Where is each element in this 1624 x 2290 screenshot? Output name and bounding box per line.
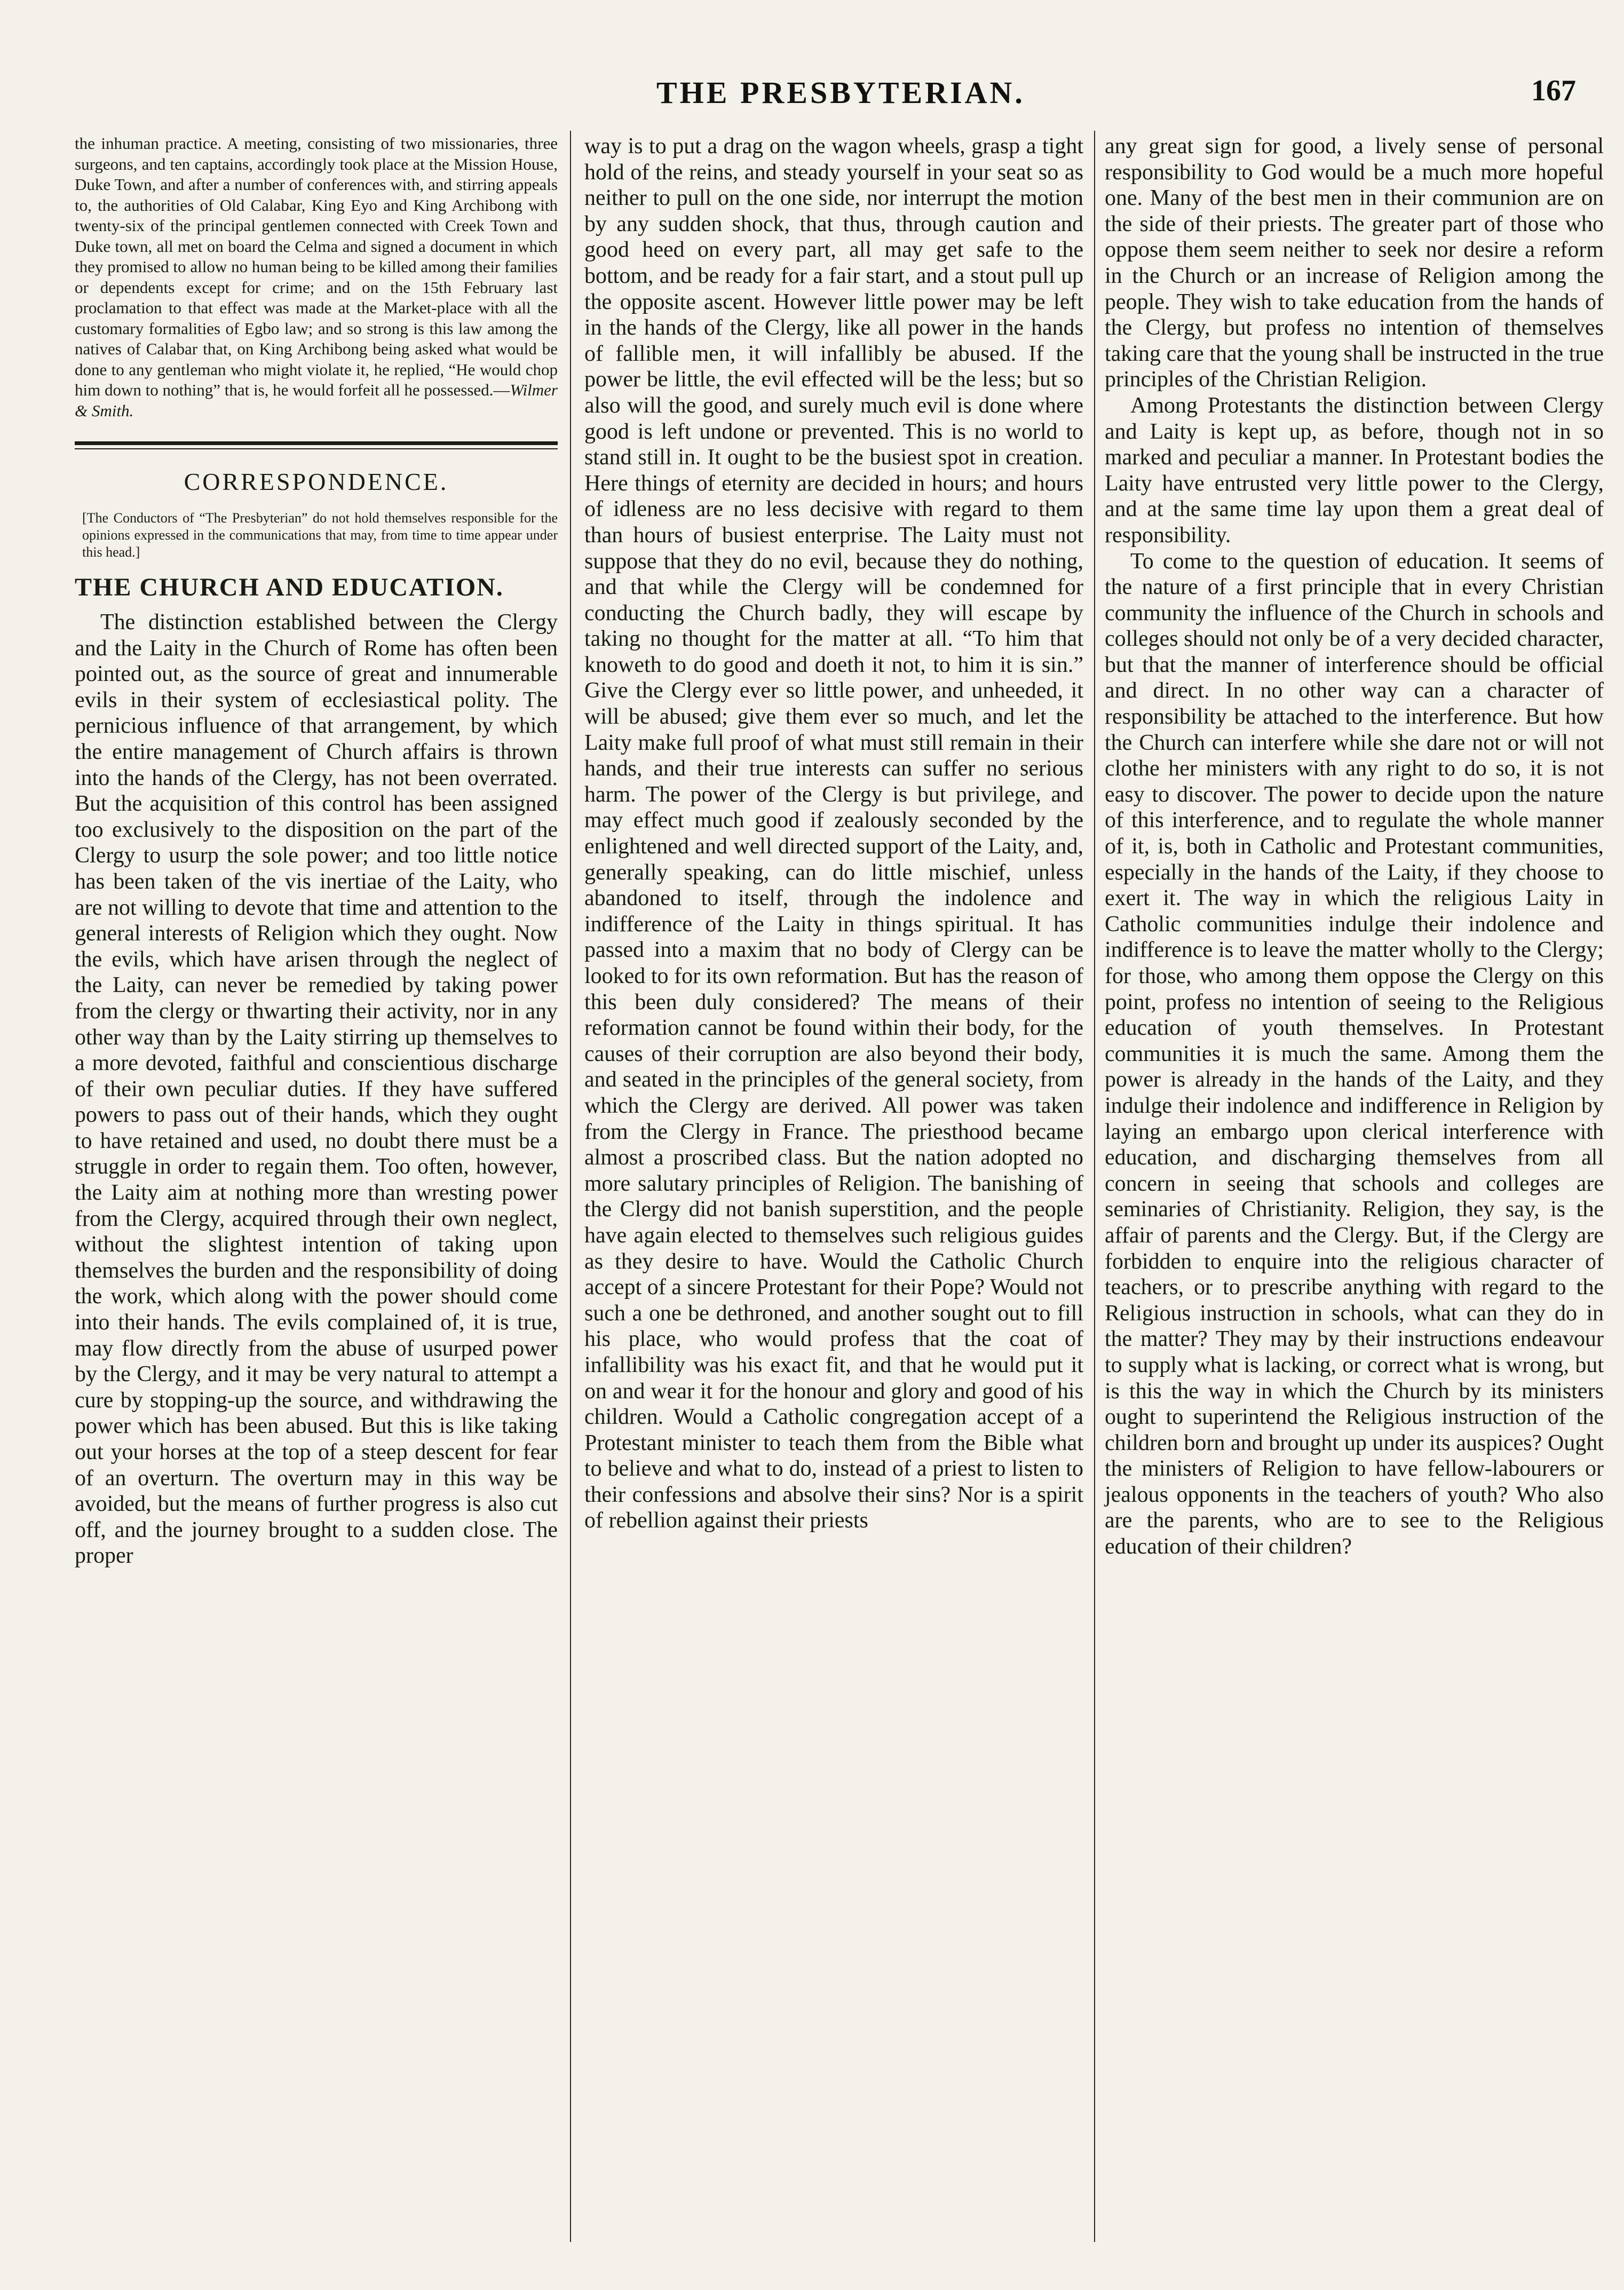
article-paragraph: any great sign for good, a lively sense of personal responsibility to God would be a much more hopeful one. Many of the best men in their communion are on the side of their priests. The greater part of those who oppose them seem neither to seek nor desire a reform in the Church or an increase of Religion among the people. They wish to take education from the hands of the Clergy, but profess no intention of themselves taking care that the young shall be instructed in the true principles of the Christian Religion.: [1105, 134, 1604, 392]
section-divider: [75, 441, 558, 449]
editorial-notice: [The Conductors of “The Presbyterian” do not hold themselves responsible for the opinions expressed in the communications that may, from time to time appear under this head.]: [82, 510, 558, 560]
article-paragraph: To come to the question of education. It seems of the nature of a first principle that in every Christian community the influence of the Church in schools and colleges should not only be of a very decided character, but that the manner of interference should be official and direct. In no other way can a character of responsibility be attached to the interference. But how the Church can interfere while she dare not or will not clothe her ministers with any right to do so, it is not easy to discover. The power to decide upon the nature of this interference, and to regulate the whole manner of it, is, both in Catholic and Protestant communities, especially in the hands of the Laity, if they choose to exert it. The way in which the religious Laity in Catholic communities indulge their indolence and indifference is to leave the matter wholly to the Clergy; for those, who among them oppose the Clergy on this point, profess no intention of seeing to the Religious education of youth themselves. In Protestant communities it is much the same. Among them the power is already in the hands of the Laity, and they indulge their indolence and indifference in Religion by laying an embargo upon clerical interference with education, and discharging themselves from all concern in seeing that schools and colleges are seminaries of Christianity. Religion, they say, is the affair of parents and the Clergy. But, if the Clergy are forbidden to enquire into the religious character of teachers, or to prescribe anything with regard to the Religious instruction in schools, what can they do in the matter? They may by their instructions endeavour to supply what is lacking, or correct what is wrong, but is this the way in which the Church by its ministers ought to superintend the Religious instruction of the children born and brought up under its auspices? Ought the ministers of Religion to have fellow-labourers or jealous opponents in the teachers of youth? Who also are the parents, who are to see to the Religious education of their children?: [1105, 549, 1604, 1559]
section-title: CORRESPONDENCE.: [184, 468, 449, 495]
excerpt-paragraph: [75, 133, 558, 421]
column-3: [1105, 133, 1604, 2258]
article-paragraph: Among Protestants the distinction between Clergy and Laity is kept up, as before, though not in so marked and peculiar a manner. In Protestant bodies the Laity have entrusted very little power to the Clergy, and at the same time lay upon them a great deal of responsibility.: [1105, 393, 1604, 548]
column-rule-right: [1094, 131, 1095, 2242]
article-continuation: way is to put a drag on the wagon wheels, grasp a tight hold of the reins, and steady yourself in your seat so as neither to pull on the one side, nor interrupt the motion by any sudden shock, that thus, through caution and good heed on every part, all may get safe to the bottom, and be ready for a fair start, and a stout pull up the opposite ascent. However little power may be left in the hands of the Clergy, like all power in the hands of fallible men, it will infallibly be abused. If the power be little, the evil effected will be the less; but so also will the good, and surely much evil is done where good is left undone or prevented. This is no world to stand still in. It ought to be the busiest spot in creation. Here things of eternity are decided in hours; and hours of idleness are no less decisive with regard to them than hours of busiest enterprise. The Laity must not suppose that they do no evil, because they do nothing, and that while the Clergy will be condemned for conducting the Church badly, they will escape by taking no thought for the matter at all. “To him that knoweth to do good and doeth it not, to him it is sin.” Give the Clergy ever so little power, and unheeded, it will be abused; give them ever so much, and let the Laity make full proof of what must still remain in their hands, and their true interests can suffer no serious harm. The power of the Clergy is but privilege, and may effect much good if zealously seconded by the enlightened and well directed support of the Laity, and, generally speaking, can do little mischief, unless abandoned to itself, through the indolence and indifference of the Laity in things spiritual. It has passed into a maxim that no body of Clergy can be looked to for its own reformation. But has the reason of this been duly considered? The means of their reformation cannot be found within their body, for the causes of their corruption are also beyond their body, and seated in the principles of the general society, from which the Clergy are derived. All power was taken from the Clergy in France. The priesthood became almost a proscribed class. But the nation adopted no more salutary principles of Religion. The banishing of the Clergy did not banish superstition, and the people have again elected to themselves such religious guides as they desire to have. Would the Catholic Church accept of a sincere Protestant for their Pope? Would not such a one be dethroned, and another sought out to fill his place, who would profess that the coat of infallibility was his exact fit, and that he would put it on and wear it for the honour and glory and good of his children. Would a Catholic congregation accept of a Protestant minister to teach them from the Bible what to believe and what to do, instead of a priest to listen to their confessions and absolve their sins? Nor is a spirit of rebellion against their priests: [584, 134, 1083, 1533]
excerpt-text: the inhuman practice. A meeting, consisting of two missionaries, three surgeons, and ten captains, accordingly took place at the Mission House, Duke Town, and after a number of conferences with, and stirring appeals to, the authorities of Old Calabar, King Eyo and King Archibong with twenty-six of the principal gentlemen connected with Creek Town and Duke town, all met on board the Celma and signed a document in which they promised to allow no human being to be killed among their families or dependents except for crime; and on the 15th February last proclamation to that effect was made at the Market-place with all the customary formalities of Egbo law; and so strong is this law among the natives of Calabar that, on King Archibong being asked what would be done to any gentleman who might violate it, he replied, “He would chop him down to nothing” that is, he would forfeit all he possessed.—: [75, 134, 558, 399]
excerpt-signature: Wilmer & Smith.: [75, 381, 558, 420]
column-2: [584, 133, 1083, 2258]
column-1: [75, 133, 558, 2258]
page-number: 167: [1531, 74, 1576, 107]
running-title: THE PRESBYTERIAN.: [656, 75, 1025, 110]
article-title: THE CHURCH AND EDUCATION.: [75, 573, 504, 601]
article-paragraph: The distinction established between the Clergy and the Laity in the Church of Rome has often been pointed out, as the source of great and innumerable evils in their system of ecclesiastical polity. The pernicious influence of that arrangement, by which the entire management of Church affairs is thrown into the hands of the Clergy, has not been overrated. But the acquisition of this control has been assigned too exclusively to the disposition on the part of the Clergy to usurp the sole power; and too little notice has been taken of the vis inertiae of the Laity, who are not willing to devote that time and attention to the general interests of Religion which they ought. Now the evils, which have arisen through the neglect of the Laity, can never be remedied by taking power from the clergy or thwarting their activity, nor in any other way than by the Laity stirring up themselves to a more devoted, faithful and conscientious discharge of their own peculiar duties. If they have suffered powers to pass out of their hands, which they ought to have retained and used, no doubt there must be a struggle in order to regain them. Too often, however, the Laity aim at nothing more than wresting power from the Clergy, acquired through their own neglect, without the slightest intention of taking upon themselves the burden and the responsibility of doing the work, which along with the power should come into their hands. The evils complained of, it is true, may flow directly from the abuse of usurped power by the Clergy, and it may be very natural to attempt a cure by stopping-up the source, and withdrawing the power which has been abused. But this is like taking out your horses at the top of a steep descent for fear of an overturn. The overturn may in this way be avoided, but the means of further progress is also cut off, and the journey brought to a sudden close. The proper: [75, 610, 558, 1568]
column-rule-left: [570, 131, 571, 2242]
